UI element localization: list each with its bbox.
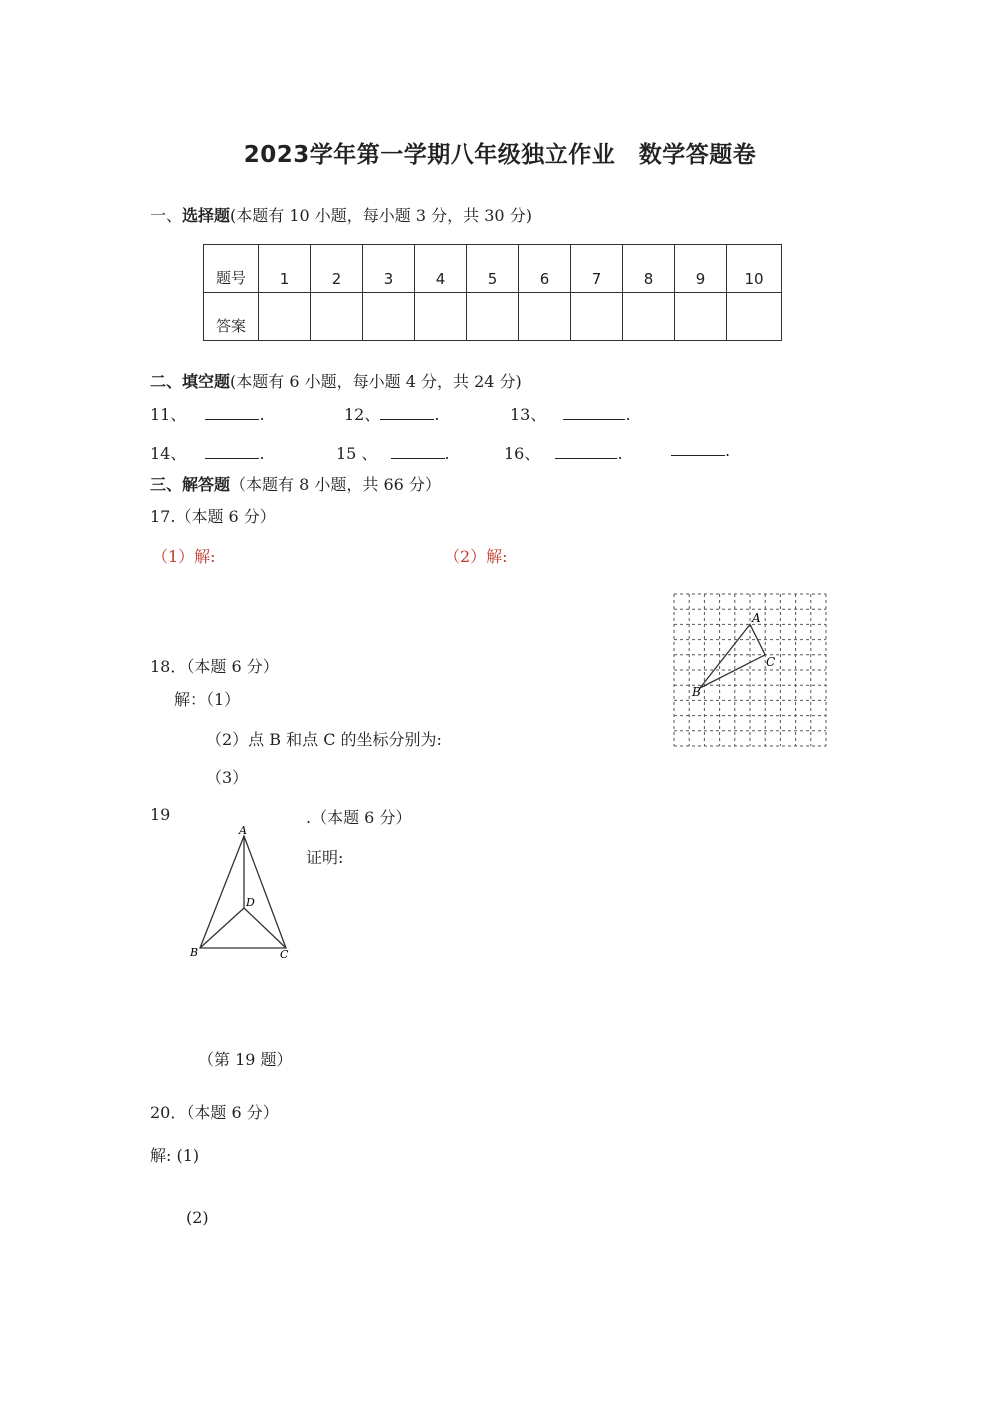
grid-lines [674, 594, 826, 746]
label-c: C [766, 655, 776, 669]
answer-blank[interactable] [205, 444, 259, 459]
label-d: D [246, 896, 255, 909]
q17-part2: （2）解: [444, 547, 508, 566]
blank-period: . [625, 405, 631, 424]
section-3-name: 解答题 [182, 475, 231, 494]
question-number-cell: 9 [675, 245, 727, 293]
fill-blank-12 [344, 402, 439, 425]
blank-period: . [434, 405, 440, 424]
question-number-cell: 7 [571, 245, 623, 293]
section-3-desc: （本题有 8 小题，共 66 分） [230, 475, 441, 494]
blank-period: . [259, 405, 265, 424]
section-2-heading [150, 369, 522, 392]
table-row-answers [204, 293, 782, 341]
q17-heading: 17.（本题 6 分） [150, 507, 276, 526]
fill-blank-16b [671, 441, 730, 460]
q20-part2: (2) [186, 1208, 209, 1227]
q20-part1: 解: (1) [150, 1146, 200, 1165]
q18-part1: 解：（1） [174, 690, 241, 709]
question-number: 14、 [150, 444, 187, 463]
q19-number: 19 [150, 805, 171, 824]
fill-blank-14 [150, 441, 265, 464]
q18-part2: （2）点 B 和点 C 的坐标分别为: [206, 730, 442, 749]
choice-answer-table [203, 244, 782, 341]
fill-blank-11 [150, 402, 265, 425]
page-title: 2023学年第一学期八年级独立作业 数学答题卷 [243, 142, 757, 168]
question-number: 16、 [504, 444, 541, 463]
answer-cell[interactable] [623, 293, 675, 341]
triangle-abc [700, 624, 765, 688]
question-number-cell: 4 [415, 245, 467, 293]
fill-blank-16 [504, 441, 623, 464]
answer-cell[interactable] [571, 293, 623, 341]
section-3-heading [150, 472, 441, 495]
section-1-label: 一、 [150, 206, 183, 225]
answer-cell[interactable] [311, 293, 363, 341]
row-header-answer: 答案 [204, 293, 259, 341]
question-number-cell: 1 [259, 245, 311, 293]
label-a: A [239, 824, 247, 837]
section-1-heading [150, 203, 532, 226]
blank-period: . [725, 441, 731, 460]
answer-cell[interactable] [467, 293, 519, 341]
q18-grid-figure [672, 592, 828, 748]
blank-period: . [444, 444, 450, 463]
q20-heading: 20．（本题 6 分） [150, 1103, 279, 1122]
label-b: B [190, 946, 199, 959]
triangle-lines [200, 836, 286, 948]
q17-part1: （1）解: [152, 547, 216, 566]
q19-caption: （第 19 题） [198, 1050, 293, 1069]
answer-cell[interactable] [415, 293, 467, 341]
question-number-cell: 6 [519, 245, 571, 293]
question-number: 13、 [510, 405, 547, 424]
answer-cell[interactable] [727, 293, 782, 341]
answer-blank[interactable] [671, 441, 725, 456]
fill-blank-15 [336, 441, 450, 464]
section-2-name: 填空题 [182, 372, 231, 391]
q19-triangle-figure [186, 822, 296, 964]
question-number-cell: 2 [311, 245, 363, 293]
label-a: A [752, 611, 761, 625]
section-2-desc: (本题有 6 小题，每小题 4 分，共 24 分) [230, 372, 522, 391]
section-3-label: 三、 [150, 475, 183, 494]
question-number-cell: 5 [467, 245, 519, 293]
blank-period: . [617, 444, 623, 463]
question-number: 15 、 [336, 444, 378, 463]
label-b: B [692, 685, 701, 699]
q18-heading: 18．（本题 6 分） [150, 657, 279, 676]
question-number-cell: 8 [623, 245, 675, 293]
question-number-cell: 10 [727, 245, 782, 293]
question-number: 11、 [150, 405, 187, 424]
answer-blank[interactable] [380, 405, 434, 420]
answer-cell[interactable] [363, 293, 415, 341]
answer-cell[interactable] [675, 293, 727, 341]
blank-period: . [259, 444, 265, 463]
question-number-cell: 3 [363, 245, 415, 293]
table-row-numbers [204, 245, 782, 293]
q19-heading: .（本题 6 分） [306, 808, 412, 827]
answer-blank[interactable] [205, 405, 259, 420]
fill-blank-13 [510, 402, 631, 425]
section-1-desc: (本题有 10 小题，每小题 3 分，共 30 分) [230, 206, 532, 225]
section-1-name: 选择题 [182, 206, 231, 225]
answer-blank[interactable] [563, 405, 625, 420]
answer-cell[interactable] [259, 293, 311, 341]
answer-blank[interactable] [555, 444, 617, 459]
section-2-label: 二、 [150, 372, 183, 391]
q18-part3: （3） [206, 768, 249, 787]
answer-cell[interactable] [519, 293, 571, 341]
question-number: 12、 [344, 405, 381, 424]
q19-proof: 证明: [306, 848, 344, 867]
label-c: C [280, 948, 289, 961]
answer-blank[interactable] [391, 444, 445, 459]
row-header-number: 题号 [204, 245, 259, 293]
